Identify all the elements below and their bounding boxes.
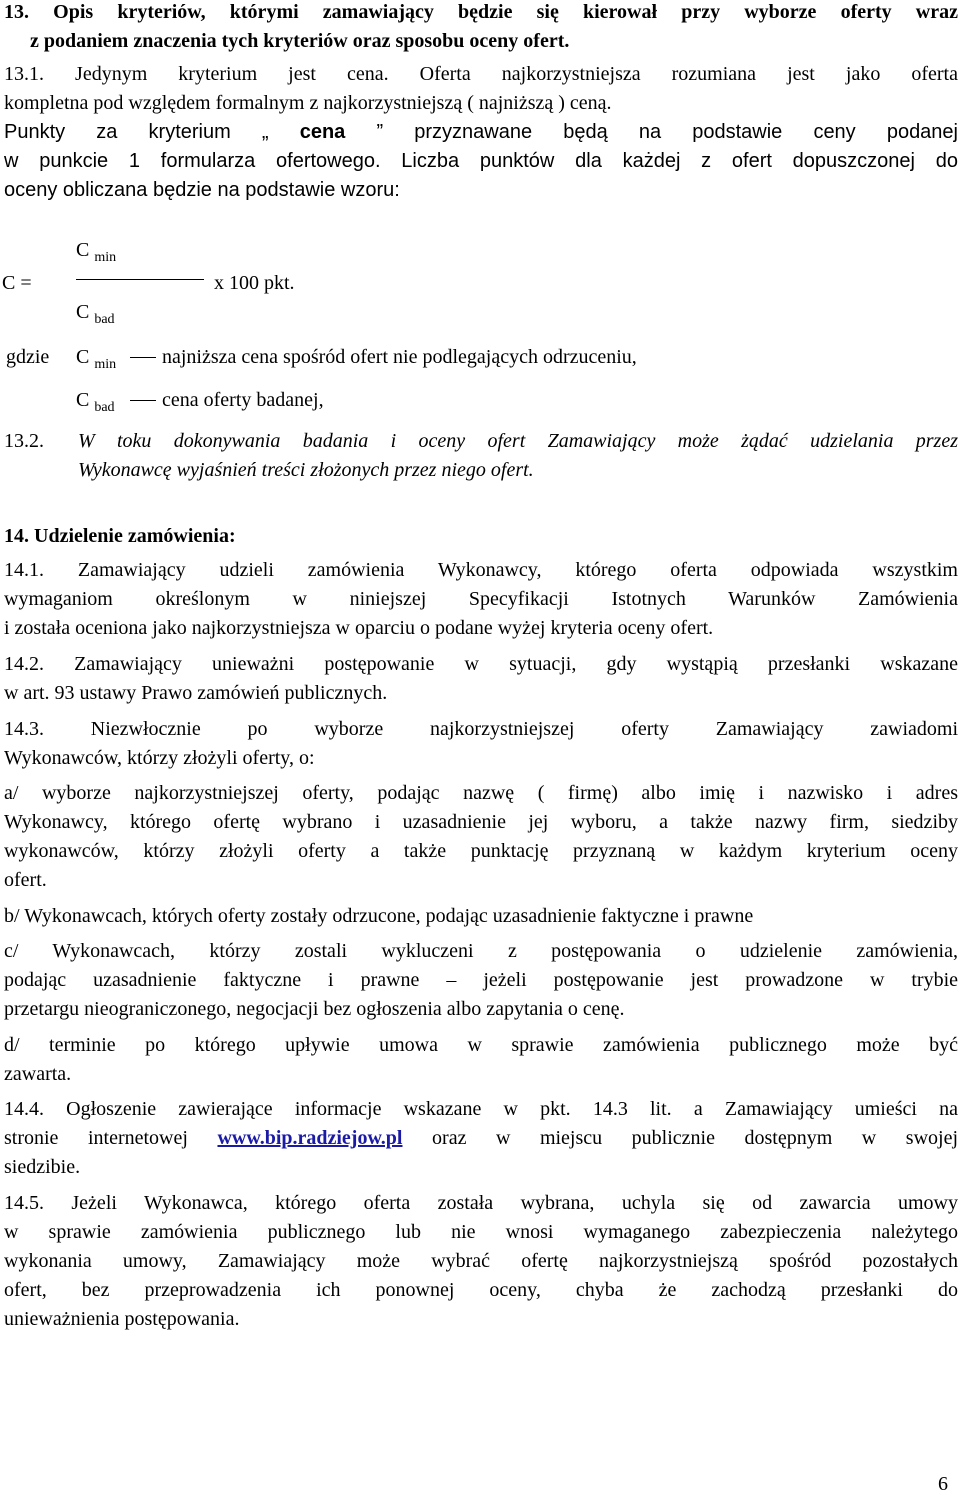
paragraph-14-4-line2	[4, 1124, 958, 1152]
paragraph-14-5-line3: wykonania umowy, Zamawiający może wybrać ofertę najkorzystniejszą spośród pozostałych	[4, 1250, 958, 1272]
paragraph-14-1-line1: 14.1. Zamawiający udzieli zamówienia Wykonawcy, którego oferta odpowiada wszystkim	[4, 559, 958, 581]
paragraph-13-1-line3	[4, 118, 958, 146]
bip-radziejow-link[interactable]: www.bip.radziejow.pl	[217, 1127, 403, 1149]
paragraph-13-2-line1: W toku dokonywania badania i oceny ofert Zamawiający może żądać udzielania przez	[78, 430, 958, 452]
paragraph-13-1-line4-part1: w punkcie 1 formularza ofertowego.	[4, 150, 381, 172]
paragraph-13-1-line4	[4, 147, 958, 175]
item-a-line4: ofert.	[4, 869, 47, 891]
legend-cmin	[76, 343, 116, 379]
paragraph-13-1-line1: 13.1. Jedynym kryterium jest cena. Oferta najkorzystniejsza rozumiana jest jako oferta	[4, 63, 958, 85]
paragraph-14-4-line2-rest: oraz w miejscu publicznie dostępnym w swojej	[432, 1127, 958, 1149]
paragraph-14-4-line2-text: stronie internetowej	[4, 1127, 188, 1149]
legend-cmin-sub: min	[94, 357, 117, 372]
criterion-cena: cena	[299, 121, 346, 143]
item-a-line1: a/ wyborze najkorzystniejszej oferty, podając nazwę ( firmę) albo imię i nazwisko i adres	[4, 782, 958, 804]
paragraph-14-1-line3: i została oceniona jako najkorzystniejsza w oparciu o podane wyżej kryteria oceny ofert.	[4, 617, 714, 639]
paragraph-14-3-line2: Wykonawców, którzy złożyli oferty, o:	[4, 747, 315, 769]
section-13-heading-line2: z podaniem znaczenia tych kryteriów oraz sposobu oceny ofert.	[30, 30, 570, 52]
paragraph-14-4-line3: siedzibie.	[4, 1156, 81, 1178]
paragraph-13-1-line2: kompletna pod względem formalnym z najkorzystniejszą ( najniższą ) ceną.	[4, 92, 612, 114]
formula-denominator-symbol: C	[76, 301, 90, 323]
page-number: 6	[938, 1473, 948, 1495]
item-c-line2: podając uzasadnienie faktyczne i prawne – jeżeli postępowanie jest prowadzone w trybie	[4, 969, 958, 991]
formula-denominator	[76, 298, 115, 334]
legend-cbad-sub: bad	[94, 400, 115, 415]
legend-cbad-desc: cena oferty badanej,	[162, 389, 324, 411]
legend-cmin-dash	[130, 357, 156, 358]
item-c-line1: c/ Wykonawcach, którzy zostali wykluczeni z postępowania o udzielenie zamówienia,	[4, 940, 958, 962]
criterion-text: Punkty za kryterium	[4, 121, 231, 143]
paragraph-14-2-line1: 14.2. Zamawiający unieważni postępowanie w sytuacji, gdy wystąpią przesłanki wskazane	[4, 653, 958, 675]
paragraph-14-4-line1: 14.4. Ogłoszenie zawierające informacje wskazane w pkt. 14.3 lit. a Zamawiający umieści na	[4, 1098, 958, 1120]
legend-cbad	[76, 386, 115, 422]
paragraph-14-5-line2: w sprawie zamówienia publicznego lub nie wnosi wymaganego zabezpieczenia należytego	[4, 1221, 958, 1243]
section-13-heading-line1: 13. Opis kryteriów, którymi zamawiający będzie się kierował przy wyborze oferty wraz	[4, 1, 958, 23]
formula-fraction-bar	[76, 279, 204, 280]
paragraph-14-5-line1: 14.5. Jeżeli Wykonawca, którego oferta została wybrana, uchyla się od zawarcia umowy	[4, 1192, 958, 1214]
item-d-line1: d/ terminie po którego upływie umowa w sprawie zamówienia publicznego może być	[4, 1034, 958, 1056]
formula-lhs: C =	[2, 272, 32, 294]
formula-numerator-sub: min	[94, 250, 117, 265]
paragraph-14-2-line2: w art. 93 ustawy Prawo zamówień publicznych.	[4, 682, 388, 704]
formula-numerator-symbol: C	[76, 239, 90, 261]
formula-denominator-sub: bad	[94, 312, 115, 327]
formula-numerator	[76, 236, 116, 272]
item-a-line3: wykonawców, którzy złożyli oferty a także punktację przyznaną w każdym kryterium oceny	[4, 840, 958, 862]
legend-cmin-symbol: C	[76, 346, 90, 368]
section-14-heading: 14. Udzielenie zamówienia:	[4, 525, 236, 547]
item-b-line1: b/ Wykonawcach, których oferty zostały odrzucone, podając uzasadnienie faktyczne i prawne	[4, 905, 754, 927]
paragraph-13-1-line5: oceny obliczana będzie na podstawie wzoru:	[4, 179, 400, 201]
paragraph-14-1-line2: wymaganiom określonym w niniejszej Specyfikacji Istotnych Warunków Zamówienia	[4, 588, 958, 610]
quote-close: ”	[376, 121, 384, 143]
paragraph-13-2-number: 13.2.	[4, 430, 44, 452]
legend-cbad-dash	[130, 400, 156, 401]
paragraph-14-5-line4: ofert, bez przeprowadzenia ich ponownej oceny, chyba że zachodzą przesłanki do	[4, 1279, 958, 1301]
item-c-line3: przetargu nieograniczonego, negocjacji bez ogłoszenia albo zapytania o cenę.	[4, 998, 625, 1020]
item-a-line2: Wykonawcy, którego ofertę wybrano i uzasadnienie jej wyboru, a także nazwy firm, siedziby	[4, 811, 958, 833]
paragraph-13-2-line2: Wykonawcę wyjaśnień treści złożonych przez niego ofert.	[78, 459, 534, 481]
paragraph-13-1-line4-part2: Liczba punktów dla każdej z ofert dopuszczonej do	[401, 150, 958, 172]
legend-cbad-symbol: C	[76, 389, 90, 411]
criterion-text-rest: przyznawane będą na podstawie ceny podanej	[414, 121, 958, 143]
legend-cmin-desc: najniższa cena spośród ofert nie podlegających odrzuceniu,	[162, 346, 637, 368]
item-d-line2: zawarta.	[4, 1063, 72, 1085]
legend-where: gdzie	[6, 346, 50, 368]
paragraph-14-3-line1: 14.3. Niezwłocznie po wyborze najkorzystniejszej oferty Zamawiający zawiadomi	[4, 718, 958, 740]
quote-open: „	[261, 121, 269, 143]
formula-multiplier: x 100 pkt.	[214, 272, 295, 294]
paragraph-14-5-line5: unieważnienia postępowania.	[4, 1308, 240, 1330]
